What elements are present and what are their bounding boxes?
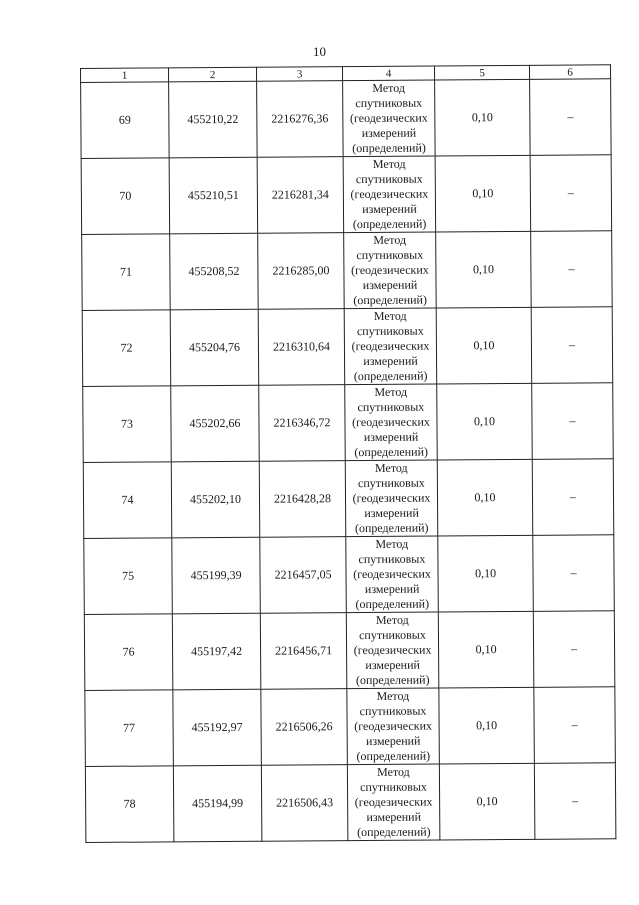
method-line: спутниковых [355, 95, 423, 111]
note-cell: – [532, 383, 614, 460]
y-coordinate-cell: 2216428,28 [259, 461, 346, 538]
table-row [85, 763, 616, 843]
method-line: (геодезических [349, 110, 428, 126]
method-line: (геодезических [351, 338, 430, 354]
method-line: Метод [374, 460, 408, 475]
method-line: Метод [375, 536, 409, 551]
point-number-cell: 71 [82, 234, 171, 311]
point-number-cell: 70 [81, 158, 170, 235]
coordinates-table-container [80, 64, 616, 843]
accuracy-cell: 0,10 [435, 155, 531, 232]
method-line: (геодезических [354, 794, 433, 810]
method-line: (геодезических [353, 566, 431, 582]
method-line: спутниковых [356, 323, 424, 339]
method-line: измерений [365, 733, 421, 749]
method-cell [344, 232, 437, 309]
page-number: 10 [313, 44, 326, 59]
accuracy-cell: 0,10 [436, 231, 532, 308]
point-number-cell: 78 [85, 766, 174, 843]
x-coordinate-cell: 455202,10 [171, 461, 260, 538]
note-cell: – [531, 231, 613, 308]
accuracy-cell: 0,10 [437, 383, 533, 460]
x-coordinate-cell: 455204,76 [170, 309, 259, 386]
method-line: Метод [372, 156, 406, 171]
column-header-4: 4 [342, 66, 434, 81]
method-line: измерений [362, 201, 417, 217]
method-line: (определений) [356, 748, 431, 764]
table-row [81, 155, 612, 235]
method-line: (определений) [355, 672, 430, 688]
table-row [85, 687, 616, 767]
method-line: Метод [372, 80, 406, 95]
accuracy-cell: 0,10 [435, 79, 531, 156]
accuracy-cell: 0,10 [438, 535, 534, 612]
accuracy-cell: 0,10 [439, 687, 535, 764]
table-row [84, 611, 615, 691]
column-header-6: 6 [529, 65, 610, 80]
point-number-cell: 74 [83, 462, 172, 539]
note-cell: – [530, 79, 612, 156]
note-cell: – [530, 155, 612, 232]
method-line: (геодезических [350, 186, 429, 202]
method-line: измерений [361, 125, 417, 141]
x-coordinate-cell: 455192,97 [173, 689, 262, 766]
method-line: Метод [373, 232, 407, 247]
method-line: измерений [362, 277, 418, 293]
table-row [81, 79, 612, 159]
method-line: измерений [363, 429, 419, 445]
method-line: (определений) [355, 596, 430, 612]
method-line: измерений [364, 505, 419, 521]
method-line: (определений) [354, 444, 429, 460]
table-row [82, 231, 613, 311]
coordinates-table [80, 64, 616, 843]
method-cell [346, 612, 439, 689]
method-line: (определений) [352, 216, 427, 232]
x-coordinate-cell: 455210,51 [169, 157, 258, 234]
method-line: (определений) [353, 368, 428, 384]
x-coordinate-cell: 455199,39 [172, 537, 261, 614]
point-number-cell: 77 [85, 690, 174, 767]
accuracy-cell: 0,10 [437, 459, 533, 536]
accuracy-cell: 0,10 [438, 611, 534, 688]
y-coordinate-cell: 2216506,43 [261, 765, 348, 842]
method-line: Метод [374, 384, 408, 399]
method-line: (определений) [354, 520, 429, 536]
y-coordinate-cell: 2216506,26 [261, 689, 348, 766]
method-line: измерений [364, 581, 420, 597]
method-cell [347, 764, 440, 841]
method-line: спутниковых [360, 779, 427, 795]
y-coordinate-cell: 2216310,64 [258, 309, 345, 386]
method-line: (определений) [353, 292, 427, 308]
method-cell [343, 80, 436, 157]
note-cell: – [534, 687, 616, 764]
method-line: (определений) [352, 140, 426, 156]
table-row [83, 459, 614, 539]
method-cell [347, 688, 440, 765]
method-line: Метод [377, 764, 410, 779]
column-header-3: 3 [256, 67, 342, 82]
method-line: измерений [363, 353, 418, 369]
method-line: Метод [376, 688, 410, 703]
x-coordinate-cell: 455202,66 [171, 385, 260, 462]
column-header-2: 2 [169, 67, 257, 82]
method-line: (геодезических [352, 490, 431, 506]
method-line: (геодезических [353, 642, 432, 658]
table-row [82, 307, 613, 387]
method-line: спутниковых [357, 475, 425, 491]
point-number-cell: 76 [84, 614, 173, 691]
method-cell [344, 308, 437, 385]
y-coordinate-cell: 2216456,71 [260, 613, 347, 690]
y-coordinate-cell: 2216457,05 [260, 537, 347, 614]
note-cell: – [531, 307, 613, 384]
point-number-cell: 75 [84, 538, 173, 615]
method-line: Метод [375, 612, 409, 627]
method-line: спутниковых [359, 703, 427, 719]
table-row [83, 383, 614, 463]
method-line: спутниковых [356, 247, 424, 263]
accuracy-cell: 0,10 [436, 307, 532, 384]
x-coordinate-cell: 455210,22 [169, 81, 258, 158]
method-line: спутниковых [359, 627, 426, 643]
note-cell: – [533, 535, 615, 612]
note-cell: – [534, 763, 616, 840]
y-coordinate-cell: 2216285,00 [258, 233, 345, 310]
y-coordinate-cell: 2216281,34 [257, 157, 344, 234]
method-line: спутниковых [355, 171, 423, 187]
table-row [84, 535, 615, 615]
method-line: Метод [373, 308, 407, 323]
note-cell: – [533, 611, 615, 688]
method-cell [343, 156, 436, 233]
method-line: (геодезических [351, 262, 429, 278]
accuracy-cell: 0,10 [439, 763, 535, 840]
point-number-cell: 73 [83, 386, 172, 463]
table-body [81, 79, 616, 843]
x-coordinate-cell: 455197,42 [172, 613, 261, 690]
method-cell [346, 536, 439, 613]
method-line: (геодезических [354, 718, 433, 734]
method-line: спутниковых [358, 551, 426, 567]
method-line: измерений [365, 657, 420, 673]
method-line: спутниковых [357, 399, 425, 415]
column-header-1: 1 [81, 68, 169, 83]
point-number-cell: 69 [81, 82, 170, 159]
method-line: измерений [366, 809, 422, 825]
method-cell [345, 384, 438, 461]
method-line: (геодезических [352, 414, 430, 430]
x-coordinate-cell: 455208,52 [170, 233, 259, 310]
method-cell [345, 460, 438, 537]
y-coordinate-cell: 2216346,72 [259, 385, 346, 462]
column-header-5: 5 [434, 65, 529, 80]
method-line: (определений) [356, 824, 431, 840]
y-coordinate-cell: 2216276,36 [257, 81, 344, 158]
note-cell: – [532, 459, 614, 536]
x-coordinate-cell: 455194,99 [173, 765, 262, 842]
point-number-cell: 72 [82, 310, 171, 387]
